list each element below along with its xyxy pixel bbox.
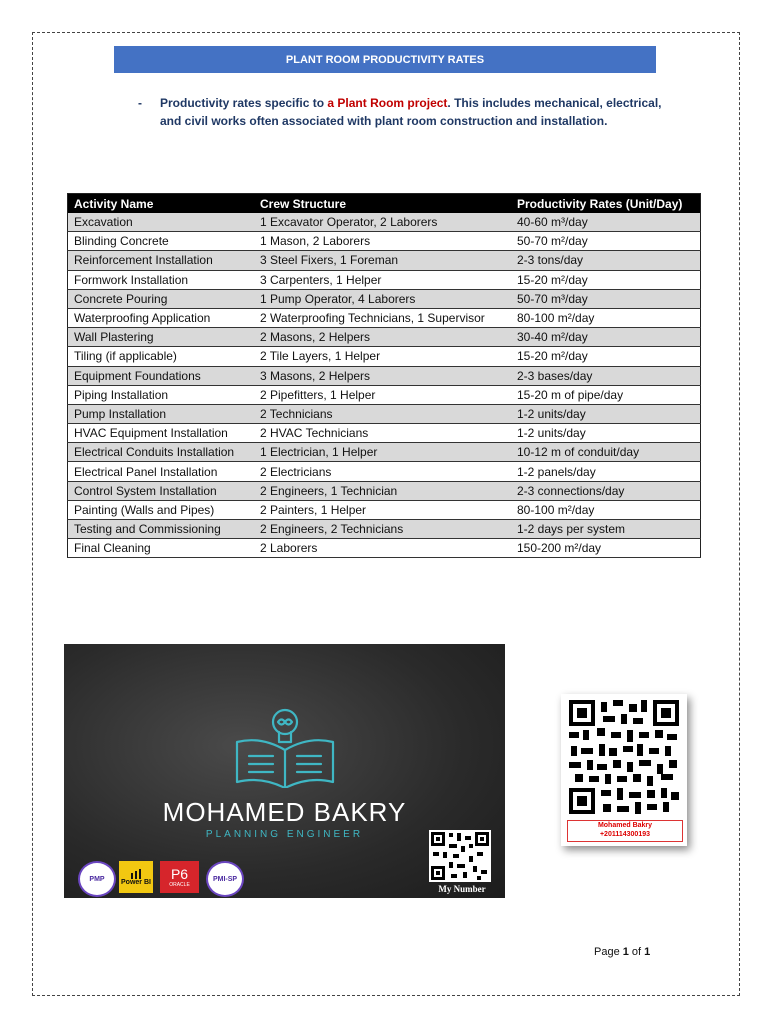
cell-activity: Testing and Commissioning bbox=[68, 520, 255, 539]
table-row bbox=[68, 328, 701, 347]
cell-rate: 15-20 m²/day bbox=[511, 270, 701, 289]
cell-crew: 2 Technicians bbox=[254, 404, 511, 423]
cell-crew: 2 Waterproofing Technicians, 1 Supervisor bbox=[254, 308, 511, 327]
intro-text bbox=[138, 94, 678, 130]
cell-crew: 2 Masons, 2 Helpers bbox=[254, 328, 511, 347]
contact-qr-code-icon bbox=[567, 698, 681, 816]
qr-code-icon bbox=[429, 830, 491, 882]
intro-after: . This includes mechanical, electrical, and civil works often associated with plant room construction and installation. bbox=[160, 96, 662, 128]
cell-activity: Pump Installation bbox=[68, 404, 255, 423]
cell-rate: 50-70 m³/day bbox=[511, 289, 701, 308]
page-number-total: 1 bbox=[644, 946, 651, 958]
table-row bbox=[68, 424, 701, 443]
cell-crew: 3 Steel Fixers, 1 Foreman bbox=[254, 251, 511, 270]
table-row bbox=[68, 308, 701, 327]
cell-rate: 2-3 connections/day bbox=[511, 481, 701, 500]
page-number bbox=[594, 946, 650, 958]
cell-activity: Electrical Conduits Installation bbox=[68, 443, 255, 462]
cell-crew: 1 Mason, 2 Laborers bbox=[254, 232, 511, 251]
table-row bbox=[68, 270, 701, 289]
page-number-prefix: Page bbox=[594, 946, 623, 958]
cell-activity: Excavation bbox=[68, 213, 255, 232]
cell-crew: 2 Painters, 1 Helper bbox=[254, 500, 511, 519]
cell-crew: 3 Masons, 2 Helpers bbox=[254, 366, 511, 385]
cell-activity: Control System Installation bbox=[68, 481, 255, 500]
page-number-sep: of bbox=[628, 946, 645, 958]
header-activity: Activity Name bbox=[68, 194, 255, 214]
cell-crew: 2 Pipefitters, 1 Helper bbox=[254, 385, 511, 404]
cell-rate: 80-100 m²/day bbox=[511, 500, 701, 519]
header-crew: Crew Structure bbox=[254, 194, 511, 214]
page-title bbox=[114, 46, 656, 73]
table-row bbox=[68, 443, 701, 462]
productivity-table bbox=[67, 193, 701, 558]
cell-crew: 2 Engineers, 1 Technician bbox=[254, 481, 511, 500]
cell-rate: 40-60 m³/day bbox=[511, 213, 701, 232]
cell-rate: 1-2 units/day bbox=[511, 404, 701, 423]
cell-activity: Formwork Installation bbox=[68, 270, 255, 289]
intro-paragraph bbox=[138, 94, 678, 130]
cell-crew: 2 Engineers, 2 Technicians bbox=[254, 520, 511, 539]
cell-crew: 3 Carpenters, 1 Helper bbox=[254, 270, 511, 289]
table-row bbox=[68, 251, 701, 270]
cell-activity: Concrete Pouring bbox=[68, 289, 255, 308]
table-row bbox=[68, 520, 701, 539]
cell-rate: 30-40 m²/day bbox=[511, 328, 701, 347]
cell-rate: 1-2 panels/day bbox=[511, 462, 701, 481]
table-row bbox=[68, 347, 701, 366]
banner-role: PLANNING ENGINEER bbox=[205, 829, 364, 840]
cell-activity: HVAC Equipment Installation bbox=[68, 424, 255, 443]
table-row bbox=[68, 289, 701, 308]
cell-rate: 15-20 m of pipe/day bbox=[511, 385, 701, 404]
table-row bbox=[68, 500, 701, 519]
cell-activity: Tiling (if applicable) bbox=[68, 347, 255, 366]
cell-crew: 2 HVAC Technicians bbox=[254, 424, 511, 443]
cell-activity: Electrical Panel Installation bbox=[68, 462, 255, 481]
banner-name: MOHAMED BAKRY bbox=[162, 797, 407, 827]
cell-activity: Equipment Foundations bbox=[68, 366, 255, 385]
pmp-badge-icon: PMP bbox=[78, 861, 116, 897]
primavera-p6-badge-icon: P6 ORACLE bbox=[160, 861, 199, 893]
qr-card-name: Mohamed Bakry bbox=[597, 822, 653, 829]
pmi-sp-badge-icon: PMI-SP bbox=[206, 861, 244, 897]
cell-crew: 2 Tile Layers, 1 Helper bbox=[254, 347, 511, 366]
cell-crew: 2 Electricians bbox=[254, 462, 511, 481]
cell-activity: Final Cleaning bbox=[68, 539, 255, 558]
page-number-current: 1 bbox=[622, 946, 629, 958]
cell-crew: 1 Excavator Operator, 2 Laborers bbox=[254, 213, 511, 232]
cell-crew: 2 Laborers bbox=[254, 539, 511, 558]
business-card-banner bbox=[64, 644, 505, 898]
cell-rate: 80-100 m²/day bbox=[511, 308, 701, 327]
cell-activity: Piping Installation bbox=[68, 385, 255, 404]
cell-rate: 1-2 units/day bbox=[511, 424, 701, 443]
book-bulb-logo-icon bbox=[231, 702, 339, 788]
qr-card-caption bbox=[567, 820, 683, 842]
table-row bbox=[68, 481, 701, 500]
cell-rate: 1-2 days per system bbox=[511, 520, 701, 539]
table-row bbox=[68, 404, 701, 423]
cell-crew: 1 Electrician, 1 Helper bbox=[254, 443, 511, 462]
bullet-dash: - bbox=[138, 96, 142, 110]
contact-qr-card bbox=[561, 694, 687, 846]
cell-activity: Painting (Walls and Pipes) bbox=[68, 500, 255, 519]
qr-caption: My Number bbox=[438, 884, 486, 894]
table-row bbox=[68, 539, 701, 558]
intro-highlight: a Plant Room project bbox=[327, 96, 448, 110]
cell-rate: 10-12 m of conduit/day bbox=[511, 443, 701, 462]
table-row bbox=[68, 213, 701, 232]
table-header-row bbox=[68, 194, 701, 214]
cell-crew: 1 Pump Operator, 4 Laborers bbox=[254, 289, 511, 308]
intro-before: Productivity rates specific to bbox=[160, 96, 328, 110]
cell-activity: Waterproofing Application bbox=[68, 308, 255, 327]
table-row bbox=[68, 232, 701, 251]
cell-rate: 2-3 tons/day bbox=[511, 251, 701, 270]
cell-rate: 50-70 m²/day bbox=[511, 232, 701, 251]
cell-rate: 15-20 m²/day bbox=[511, 347, 701, 366]
table-body bbox=[68, 213, 701, 558]
cell-rate: 2-3 bases/day bbox=[511, 366, 701, 385]
cell-activity: Wall Plastering bbox=[68, 328, 255, 347]
table-row bbox=[68, 385, 701, 404]
qr-card-number: +201114300193 bbox=[599, 831, 651, 838]
cell-activity: Blinding Concrete bbox=[68, 232, 255, 251]
cell-activity: Reinforcement Installation bbox=[68, 251, 255, 270]
table-row bbox=[68, 462, 701, 481]
power-bi-badge-icon: Power BI bbox=[119, 861, 153, 893]
table-row bbox=[68, 366, 701, 385]
page-title-text: PLANT ROOM PRODUCTIVITY RATES bbox=[285, 53, 485, 66]
cell-rate: 150-200 m²/day bbox=[511, 539, 701, 558]
header-rate: Productivity Rates (Unit/Day) bbox=[511, 194, 701, 214]
